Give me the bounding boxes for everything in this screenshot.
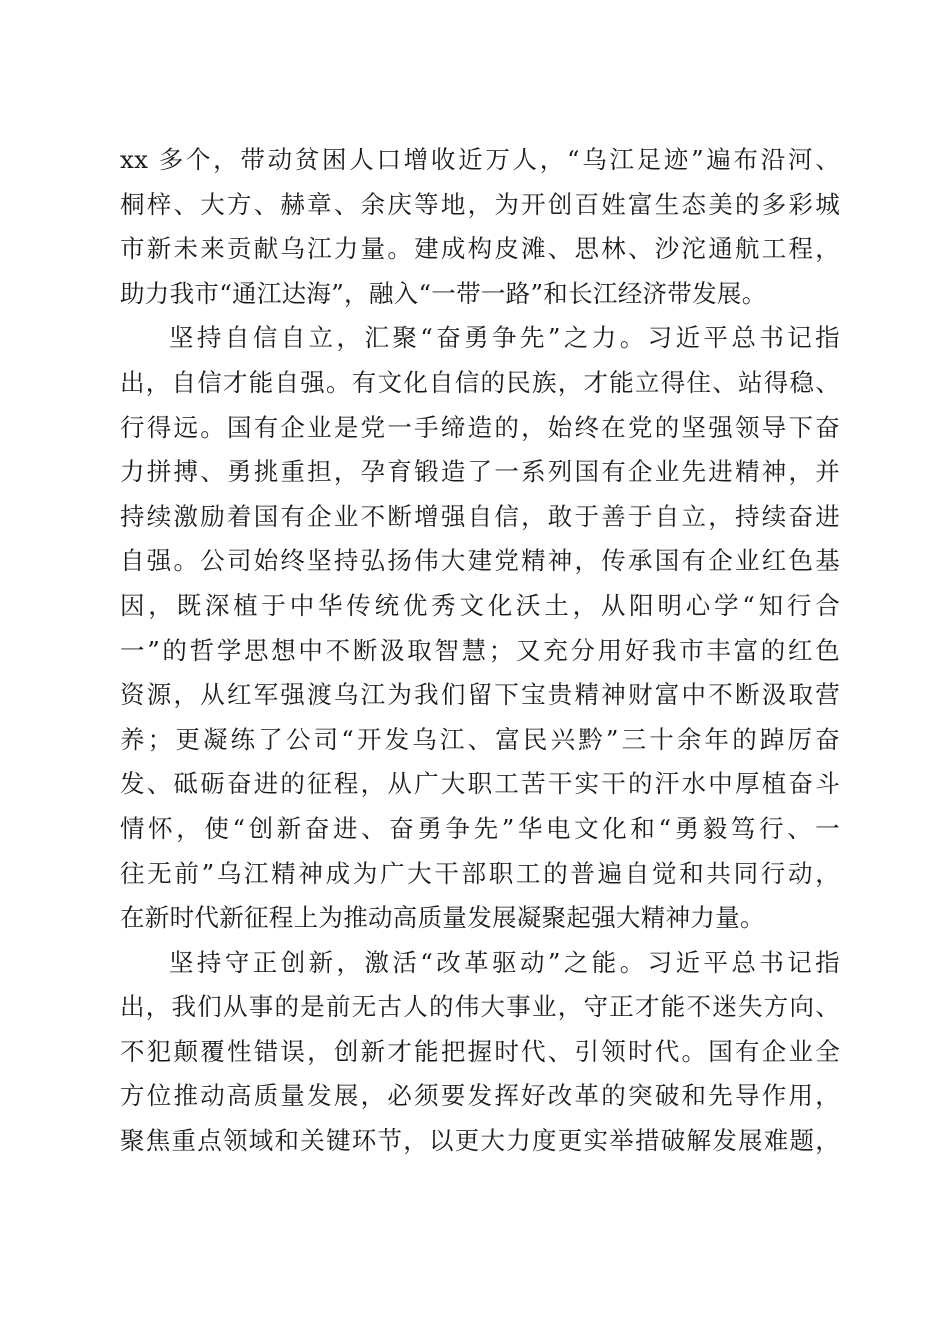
text-line: 发、砥砺奋进的征程，从广大职工苦干实干的汗水中厚植奋斗 [120, 769, 840, 799]
text-line: 力拼搏、勇挑重担，孕育锻造了一系列国有企业先进精神，并 [120, 457, 840, 487]
text-line: 出，自信才能自强。有文化自信的民族，才能立得住、站得稳、 [120, 367, 840, 397]
text-line: 自强。公司始终坚持弘扬伟大建党精神，传承国有企业红色基 [120, 546, 840, 576]
text-line: 养；更凝练了公司“开发乌江、富民兴黔”三十余年的踔厉奋 [120, 724, 840, 754]
text-line: 持续激励着国有企业不断增强自信，敢于善于自立，持续奋进 [120, 501, 840, 531]
text-line: 市新未来贡献乌江力量。建成构皮滩、思林、沙沱通航工程， [120, 234, 840, 264]
text-line: 桐梓、大方、赫章、余庆等地，为开创百姓富生态美的多彩城 [120, 189, 840, 219]
text-line: 不犯颠覆性错误，创新才能把握时代、引领时代。国有企业全 [120, 1036, 840, 1066]
text-line: 坚持守正创新，激活“改革驱动”之能。习近平总书记指 [169, 947, 840, 977]
text-line: 行得远。国有企业是党一手缔造的，始终在党的坚强领导下奋 [120, 412, 840, 442]
text-line: 方位推动高质量发展，必须要发挥好改革的突破和先导作用， [120, 1081, 840, 1111]
text-line: 资源，从红军强渡乌江为我们留下宝贵精神财富中不断汲取营 [120, 680, 840, 710]
text-line: 情怀，使“创新奋进、奋勇争先”华电文化和“勇毅笃行、一 [120, 813, 840, 843]
text-line: xx 多个，带动贫困人口增收近万人，“乌江足迹”遍布沿河、 [120, 145, 840, 174]
text-line: 往无前”乌江精神成为广大干部职工的普遍自觉和共同行动， [120, 858, 840, 888]
text-line: 坚持自信自立，汇聚“奋勇争先”之力。习近平总书记指 [169, 323, 840, 353]
text-line: 助力我市“通江达海”，融入“一带一路”和长江经济带发展。 [120, 278, 767, 308]
text-line: 在新时代新征程上为推动高质量发展凝聚起强大精神力量。 [120, 903, 765, 933]
text-line: 因，既深植于中华传统优秀文化沃土，从阳明心学“知行合 [120, 590, 840, 620]
text-line: 聚焦重点领域和关键环节，以更大力度更实举措破解发展难题， [120, 1126, 840, 1156]
document-body [120, 138, 840, 1164]
text-line: 出，我们从事的是前无古人的伟大事业，守正才能不迷失方向、 [120, 992, 840, 1022]
text-line: 一”的哲学思想中不断汲取智慧；又充分用好我市丰富的红色 [120, 635, 840, 665]
